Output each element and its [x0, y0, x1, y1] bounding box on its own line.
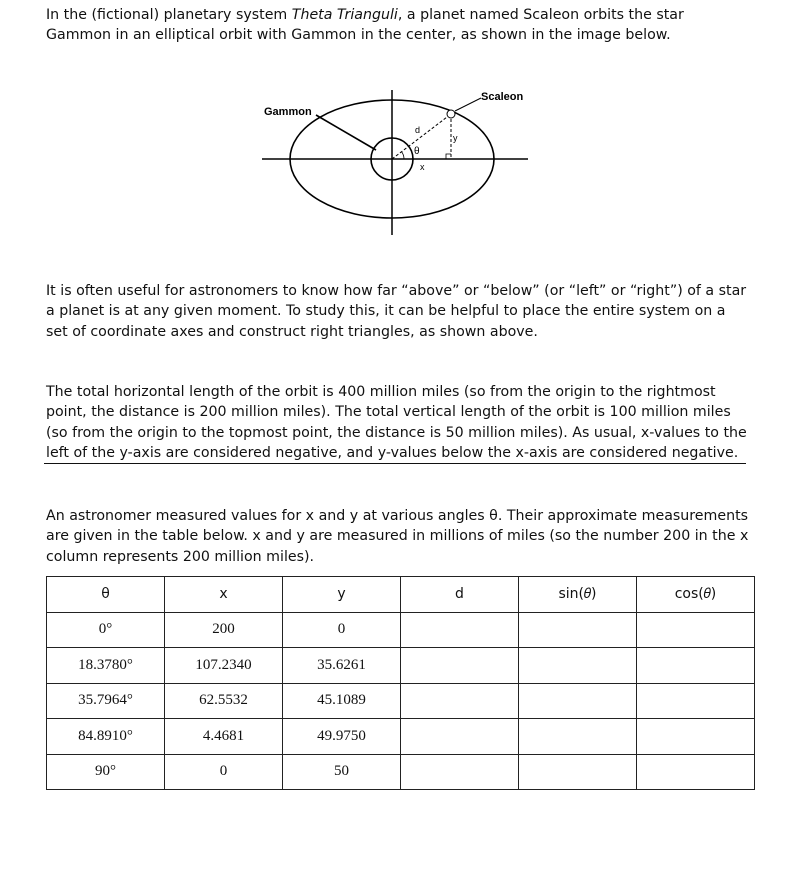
- table-header-row: [47, 577, 755, 613]
- header-theta: θ: [47, 577, 165, 613]
- gammon-pointer: [316, 115, 376, 150]
- orbit-diagram: [0, 0, 791, 280]
- x-label: x: [420, 162, 425, 172]
- cell-d[interactable]: [401, 719, 519, 755]
- header-y: y: [283, 577, 401, 613]
- cell-theta: 90°: [47, 754, 165, 790]
- gammon-label: Gammon: [264, 106, 312, 118]
- header-cos: cos(𝜃): [637, 577, 755, 613]
- cell-cos[interactable]: [637, 683, 755, 719]
- cell-d[interactable]: [401, 612, 519, 648]
- cell-sin[interactable]: [519, 683, 637, 719]
- cell-sin[interactable]: [519, 612, 637, 648]
- scaleon-pointer: [455, 98, 481, 111]
- intro-text-before: In the (fictional) planetary system: [46, 7, 292, 23]
- cell-y: 0: [283, 612, 401, 648]
- header-x: x: [165, 577, 283, 613]
- cell-y: 49.9750: [283, 719, 401, 755]
- distance-d-line: [392, 114, 451, 159]
- cell-cos[interactable]: [637, 719, 755, 755]
- d-label: d: [415, 125, 421, 135]
- paragraph-measurements: An astronomer measured values for x and y at various angles θ. Their approximate measurements are given in the table below. x and y are measured in millions of miles (so the number 200 in the x column represents 200 million miles).: [46, 508, 749, 565]
- scaleon-label: Scaleon: [481, 91, 524, 103]
- system-name: Theta Trianguli: [291, 7, 398, 23]
- cell-d[interactable]: [401, 683, 519, 719]
- table-row: [47, 648, 755, 684]
- measurement-table: [46, 576, 755, 790]
- header-sin: sin(𝜃): [519, 577, 637, 613]
- y-label: y: [453, 133, 458, 143]
- cell-x: 62.5532: [165, 683, 283, 719]
- cell-cos[interactable]: [637, 648, 755, 684]
- paragraph-coordinate-axes: It is often useful for astronomers to know how far “above” or “below” (or “left” or “right”) of a star a planet is at any given moment. To study this, it can be helpful to place the entire system on a set of coordinate axes and construct right triangles, as shown above.: [46, 283, 747, 340]
- cell-y: 50: [283, 754, 401, 790]
- cell-y: 45.1089: [283, 683, 401, 719]
- table-row: [47, 612, 755, 648]
- table-row: [47, 719, 755, 755]
- cell-cos[interactable]: [637, 754, 755, 790]
- cell-x: 200: [165, 612, 283, 648]
- header-d: d: [401, 577, 519, 613]
- table-row: [47, 683, 755, 719]
- cell-sin[interactable]: [519, 754, 637, 790]
- theta-arc: [402, 152, 405, 159]
- cell-x: 107.2340: [165, 648, 283, 684]
- cell-theta: 84.8910°: [47, 719, 165, 755]
- table-row: [47, 754, 755, 790]
- cell-sin[interactable]: [519, 648, 637, 684]
- cell-y: 35.6261: [283, 648, 401, 684]
- divider-line: [44, 463, 746, 464]
- cell-sin[interactable]: [519, 719, 637, 755]
- cell-theta: 18.3780°: [47, 648, 165, 684]
- cell-x: 4.4681: [165, 719, 283, 755]
- cell-theta: 0°: [47, 612, 165, 648]
- cell-cos[interactable]: [637, 612, 755, 648]
- planet-scaleon: [447, 110, 455, 118]
- paragraph-orbit-dimensions: The total horizontal length of the orbit is 400 million miles (so from the origin to the rightmost point, the distance is 200 million miles). The total vertical length of the orbit is 100 million miles (so from the origin to the topmost point, the distance is 50 million miles). As usual, x-values to the left of the y-axis are considered negative, and y-values below the x-axis are considered negative.: [46, 384, 747, 462]
- intro-text-after: , a planet named Scaleon orbits the star Gammon in an elliptical orbit with Gammon in the center, as shown in the image below.: [46, 7, 684, 44]
- cell-d[interactable]: [401, 648, 519, 684]
- cell-d[interactable]: [401, 754, 519, 790]
- theta-label: θ: [414, 146, 420, 157]
- cell-x: 0: [165, 754, 283, 790]
- cell-theta: 35.7964°: [47, 683, 165, 719]
